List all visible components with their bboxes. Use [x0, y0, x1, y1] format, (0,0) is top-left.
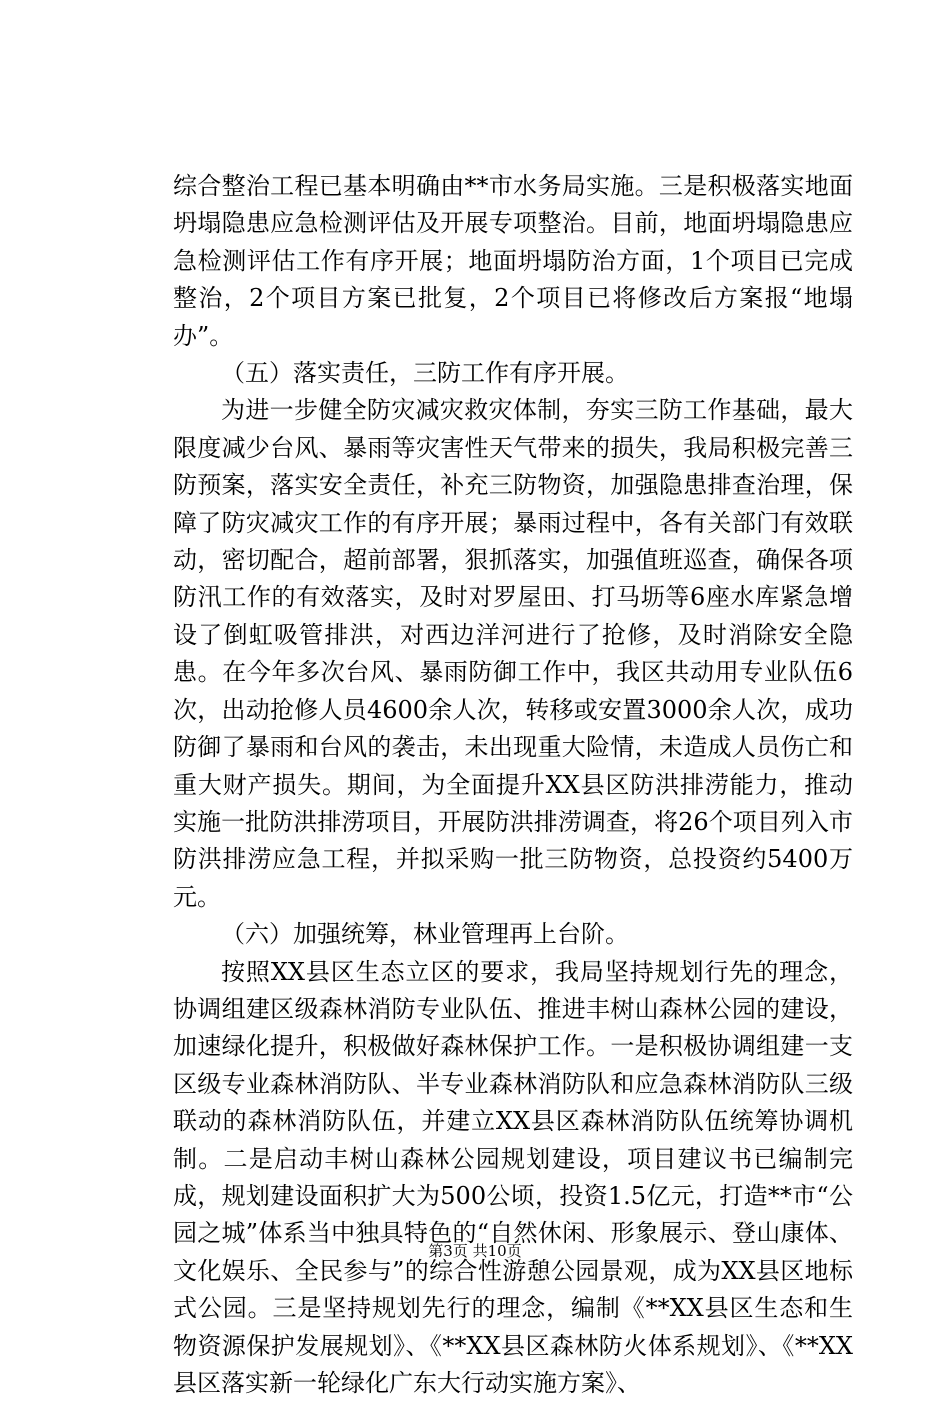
paragraph-continuation: 综合整治工程已基本明确由**市水务局实施。三是积极落实地面坍塌隐患应急检测评估及开展专项整治。目前，地面坍塌隐患应急检测评估工作有序开展；地面坍塌防治方面，1个项目已完成整治，2个项目方案已批复，2个项目已将修改后方案报“地塌办”。 — [173, 172, 853, 350]
document-body — [173, 168, 853, 1402]
page-number-label: 第3页 共10页 — [428, 1242, 522, 1260]
section-heading-five: （五）落实责任，三防工作有序开展。 — [221, 359, 629, 388]
paragraph-flood-prevention: 为进一步健全防灾减灾救灾体制，夯实三防工作基础，最大限度减少台风、暴雨等灾害性天气带来的损失，我局积极完善三防预案，落实安全责任，补充三防物资，加强隐患排查治理，保障了防灾减灾工作的有序开展；暴雨过程中，各有关部门有效联动，密切配合，超前部署，狠抓落实，加强值班巡查，确保各项防汛工作的有效落实，及时对罗屋田、打马坜等6座水库紧急增设了倒虹吸管排洪，对西边洋河进行了抢修，及时消除安全隐患。在今年多次台风、暴雨防御工作中，我区共动用专业队伍6次，出动抢修人员4600余人次，转移或安置3000余人次，成功防御了暴雨和台风的袭击，未出现重大险情，未造成人员伤亡和重大财产损失。期间，为全面提升XX县区防洪排涝能力，推动实施一批防洪排涝项目，开展防洪排涝调查，将26个项目列入市防洪排涝应急工程，并拟采购一批三防物资，总投资约5400万元。 — [173, 396, 853, 911]
section-heading-six: （六）加强统筹，林业管理再上台阶。 — [221, 920, 629, 949]
page-footer — [0, 1241, 950, 1261]
paragraph-forestry: 按照XX县区生态立区的要求，我局坚持规划行先的理念，协调组建区级森林消防专业队伍、推进丰树山森林公园的建设，加速绿化提升，积极做好森林保护工作。一是积极协调组建一支区级专业森林消防队、半专业森林消防队和应急森林消防队三级联动的森林消防队伍，并建立XX县区森林消防队伍统筹协调机制。二是启动丰树山森林公园规划建设，项目建议书已编制完成，规划建设面积扩大为500公顷，投资1.5亿元，打造**市“公园之城”体系当中独具特色的“自然休闲、形象展示、登山康体、文化娱乐、全民参与”的综合性游憩公园景观，成为XX县区地标式公园。三是坚持规划先行的理念，编制《**XX县区生态和生物资源保护发展规划》、《**XX县区森林防火体系规划》、《**XX县区落实新一轮绿化广东大行动实施方案》、 — [173, 957, 853, 1397]
